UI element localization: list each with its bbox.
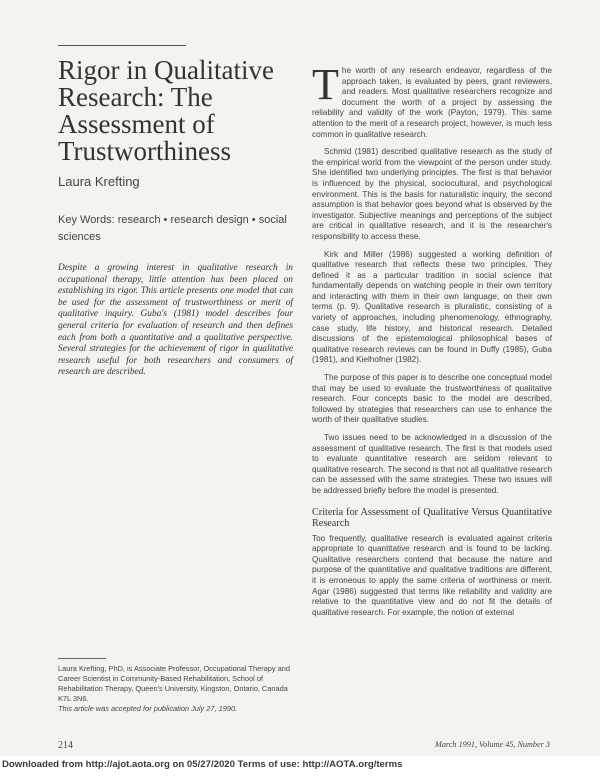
paragraph-6: Too frequently, qualitative research is evaluated against criteria appropriate to quantitative research and is found to be lacking. Qualitative researchers contend that because the nature and purpose of the quantitative and qualitative traditions are different, it is erroneous to apply the same criteria of worthiness or merit. Agar (1986) suggested that terms like reliability and validity are relative to the quantitative view and do not fit the details of qualitative research. For example, the notion of external <box>312 533 552 617</box>
title-rule <box>58 45 186 46</box>
paragraph-3: Kirk and Miller (1986) suggested a working definition of qualitative research that reflects these two principles. They defined it as a particular tradition in social science that fundamentally depends on watching people in their own territory and interacting with them in their own language, on their own terms (p. 9). Qualitative research is pluralistic, consisting of a variety of approaches, including phenomenology, ethnography, case study, life history, and historical research. Detailed discussions of the epistemological philosophical bases of qualitative research reviews can be found in Duffy (1985), Guba (1981), and Kielhofner (1982). <box>312 249 552 365</box>
download-line: Downloaded from http://ajot.aota.org on 05/27/2020 Terms of use: http://AOTA.org/terms <box>2 759 403 770</box>
accepted-note: This article was accepted for publication July 27, 1990. <box>58 704 238 713</box>
author-footnote <box>58 664 296 714</box>
paragraph-4: The purpose of this paper is to describe one conceptual model that may be used to evaluate the trustworthiness of qualitative research. Four concepts basic to the model are described, followed by strategies that researchers can use to enhance the worth of their qualitative studies. <box>312 373 552 425</box>
paragraph-5: Two issues need to be acknowledged in a discussion of the assessment of qualitative research. The first is that models used to evaluate quantitative research are seldom relevant to qualitative research. The second is that not all qualitative research can be assessed with the same strategies. These two issues will be addressed briefly before the model is presented. <box>312 433 552 495</box>
paragraph-2: Schmid (1981) described qualitative research as the study of the empirical world from the viewpoint of the person under study. She identified two underlying principles. The first is that behavior is influenced by the physical, sociocultural, and psychological environment. This is the basis for naturalistic inquiry, the second assumption is that behavior goes beyond what is observed by the investigator. Subjective meanings and perceptions of the subject are critical in qualitative research, and it is the researcher's responsibility to access these. <box>312 147 552 241</box>
footnote-rule <box>58 658 106 659</box>
author-affiliation: Laura Krefting, PhD, is Associate Professor, Occupational Therapy and Career Scientist in Community-Based Rehabilitation, School of Rehabilitation Therapy, Queen's University, Kingston, Ontario, Canada K7L 3N6. <box>58 664 290 703</box>
section-heading: Criteria for Assessment of Qualitative Versus Quantitative Research <box>312 506 552 530</box>
download-banner <box>0 756 600 776</box>
journal-issue: March 1991, Volume 45, Number 3 <box>435 740 550 749</box>
paragraph-1-text: he worth of any research endeavor, regardless of the approach taken, is evaluated by peers, grant reviewers, and readers. Most qualitative researchers recognize and document the worth of a project by assessing the reliability and validity of the work (Payton, 1979). This same attention to the merit of a research project, however, is much less common in qualitative research. <box>312 66 552 139</box>
abstract: Despite a growing interest in qualitative research in occupational therapy, little attention has been placed on establishing its rigor. This article presents one model that can be used for the assessment of trustworthiness or merit of qualitative inquiry. Guba's (1981) model describes four general criteria for evaluation of research and then defines each from both a quantitative and a qualitative perspective. Several strategies for the achievement of rigor in qualitative research useful for both researchers and consumers of research are described. <box>58 263 293 378</box>
page-number: 214 <box>58 740 73 751</box>
drop-cap: T <box>312 60 339 109</box>
body-column <box>312 60 552 625</box>
article-title: Rigor in Qualitative Research: The Assessment of Trustworthiness <box>58 55 274 166</box>
author-name: Laura Krefting <box>58 174 140 189</box>
paragraph-1 <box>312 60 552 140</box>
keywords: Key Words: research • research design • social sciences <box>58 214 287 243</box>
